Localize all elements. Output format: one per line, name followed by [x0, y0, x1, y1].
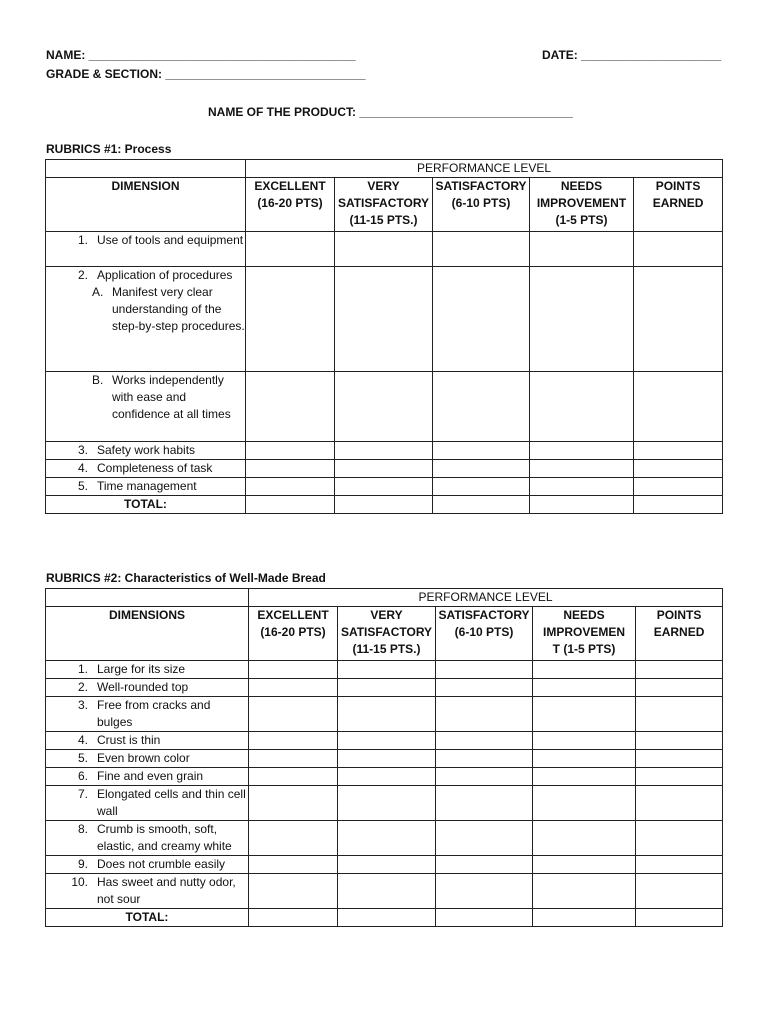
- dimension-cell: 4. Crust is thin: [46, 732, 249, 750]
- total-cell[interactable]: [335, 496, 433, 514]
- dimension-cell: 10. Has sweet and nutty odor, not sour: [46, 874, 249, 909]
- score-cell[interactable]: [533, 821, 636, 856]
- total-cell[interactable]: [246, 496, 335, 514]
- rubric2-table: [45, 588, 723, 927]
- total-cell[interactable]: [533, 909, 636, 927]
- product-name-field[interactable]: [208, 104, 573, 121]
- table-row: [46, 460, 723, 478]
- dimension-cell: 5. Even brown color: [46, 750, 249, 768]
- dimension-cell: 3. Free from cracks and bulges: [46, 697, 249, 732]
- score-cell[interactable]: [530, 460, 634, 478]
- score-cell[interactable]: [436, 768, 533, 786]
- dimension-cell: 1. Large for its size: [46, 661, 249, 679]
- level-header-needs-improvement: NEEDS IMPROVEMENT (1-5 PTS): [530, 178, 634, 232]
- total-cell[interactable]: [634, 496, 723, 514]
- score-cell[interactable]: [533, 679, 636, 697]
- product-label: NAME OF THE PRODUCT:: [208, 105, 356, 119]
- score-cell[interactable]: [249, 732, 338, 750]
- score-cell[interactable]: [436, 661, 533, 679]
- level-header-satisfactory: SATISFACTORY (6-10 PTS): [433, 178, 530, 232]
- table-row: [46, 267, 723, 372]
- table-row: [46, 750, 723, 768]
- score-cell[interactable]: [433, 442, 530, 460]
- score-cell[interactable]: [433, 460, 530, 478]
- score-cell[interactable]: [246, 460, 335, 478]
- points-cell[interactable]: [634, 372, 723, 442]
- name-line[interactable]: ________________________________________: [88, 48, 356, 62]
- product-line[interactable]: ________________________________: [359, 105, 573, 119]
- dimension-cell: 5. Time management: [46, 478, 246, 496]
- dimensions-header: DIMENSIONS: [46, 607, 249, 661]
- table-row: [46, 372, 723, 442]
- score-cell[interactable]: [533, 750, 636, 768]
- table-row: [46, 232, 723, 267]
- points-cell[interactable]: [636, 768, 723, 786]
- score-cell[interactable]: [249, 661, 338, 679]
- score-cell[interactable]: [335, 478, 433, 496]
- dimension-header: DIMENSION: [46, 178, 246, 232]
- table-row: [46, 786, 723, 821]
- score-cell[interactable]: [338, 732, 436, 750]
- table-row: [46, 821, 723, 856]
- table-row: [46, 442, 723, 460]
- table-row: [46, 160, 723, 178]
- points-cell[interactable]: [634, 442, 723, 460]
- dimension-cell: 2. Well-rounded top: [46, 679, 249, 697]
- table-row: [46, 607, 723, 661]
- total-cell[interactable]: [530, 496, 634, 514]
- date-line[interactable]: _____________________: [581, 48, 722, 62]
- points-cell[interactable]: [636, 679, 723, 697]
- level-header-very-satisfactory: VERY SATISFACTORY (11-15 PTS.): [335, 178, 433, 232]
- score-cell[interactable]: [436, 821, 533, 856]
- score-cell[interactable]: [530, 478, 634, 496]
- level-header-needs-improvement: NEEDS IMPROVEMEN T (1-5 PTS): [533, 607, 636, 661]
- table-row: [46, 496, 723, 514]
- level-header-points-earned: POINTS EARNED: [634, 178, 723, 232]
- score-cell[interactable]: [338, 679, 436, 697]
- dimension-cell: 6. Fine and even grain: [46, 768, 249, 786]
- score-cell[interactable]: [533, 661, 636, 679]
- performance-level-header: PERFORMANCE LEVEL: [249, 589, 723, 607]
- grade-label: GRADE & SECTION:: [46, 67, 163, 81]
- score-cell[interactable]: [436, 874, 533, 909]
- level-header-points-earned: POINTS EARNED: [636, 607, 723, 661]
- dimension-cell: 7. Elongated cells and thin cell wall: [46, 786, 249, 821]
- score-cell[interactable]: [436, 786, 533, 821]
- points-cell[interactable]: [634, 478, 723, 496]
- score-cell[interactable]: [338, 697, 436, 732]
- total-label: TOTAL:: [46, 909, 249, 927]
- score-cell[interactable]: [338, 874, 436, 909]
- score-cell[interactable]: [246, 232, 335, 267]
- level-header-satisfactory: SATISFACTORY (6-10 PTS): [436, 607, 533, 661]
- score-cell[interactable]: [533, 856, 636, 874]
- points-cell[interactable]: [636, 750, 723, 768]
- score-cell[interactable]: [530, 372, 634, 442]
- table-row: [46, 856, 723, 874]
- level-header-excellent: EXCELLENT (16-20 PTS): [249, 607, 338, 661]
- name-label: NAME:: [46, 48, 86, 62]
- score-cell[interactable]: [530, 442, 634, 460]
- points-cell[interactable]: [634, 232, 723, 267]
- level-header-excellent: EXCELLENT (16-20 PTS): [246, 178, 335, 232]
- table-row: [46, 909, 723, 927]
- score-cell[interactable]: [433, 232, 530, 267]
- score-cell[interactable]: [533, 768, 636, 786]
- score-cell[interactable]: [335, 267, 433, 372]
- table-row: [46, 697, 723, 732]
- dimension-cell: 3. Safety work habits: [46, 442, 246, 460]
- score-cell[interactable]: [436, 856, 533, 874]
- score-cell[interactable]: [433, 372, 530, 442]
- rubric1-title: RUBRICS #1: Process: [46, 142, 172, 156]
- score-cell[interactable]: [533, 874, 636, 909]
- score-cell[interactable]: [436, 732, 533, 750]
- table-row: [46, 874, 723, 909]
- score-cell[interactable]: [249, 786, 338, 821]
- level-header-very-satisfactory: VERY SATISFACTORY (11-15 PTS.): [338, 607, 436, 661]
- score-cell[interactable]: [246, 478, 335, 496]
- performance-level-header: PERFORMANCE LEVEL: [246, 160, 723, 178]
- score-cell[interactable]: [335, 232, 433, 267]
- rubric2-title: RUBRICS #2: Characteristics of Well-Made Bread: [46, 571, 326, 585]
- points-cell[interactable]: [636, 697, 723, 732]
- score-cell[interactable]: [249, 750, 338, 768]
- score-cell[interactable]: [249, 768, 338, 786]
- points-cell[interactable]: [636, 786, 723, 821]
- table-row: [46, 768, 723, 786]
- score-cell[interactable]: [249, 821, 338, 856]
- total-label: TOTAL:: [46, 496, 246, 514]
- score-cell[interactable]: [249, 697, 338, 732]
- dimension-cell: B. Works independently with ease and confidence at all times: [46, 372, 246, 442]
- grade-section-field[interactable]: [46, 66, 366, 83]
- blank-header-cell: [46, 160, 246, 178]
- table-row: [46, 732, 723, 750]
- score-cell[interactable]: [246, 442, 335, 460]
- score-cell[interactable]: [249, 679, 338, 697]
- score-cell[interactable]: [246, 267, 335, 372]
- blank-header-cell: [46, 589, 249, 607]
- score-cell[interactable]: [530, 267, 634, 372]
- score-cell[interactable]: [436, 750, 533, 768]
- score-cell[interactable]: [338, 661, 436, 679]
- total-cell[interactable]: [636, 909, 723, 927]
- points-cell[interactable]: [634, 460, 723, 478]
- score-cell[interactable]: [246, 372, 335, 442]
- name-field[interactable]: [46, 47, 356, 64]
- dimension-cell: 8. Crumb is smooth, soft, elastic, and creamy white: [46, 821, 249, 856]
- date-label: DATE:: [542, 48, 578, 62]
- score-cell[interactable]: [249, 856, 338, 874]
- dimension-cell: 4. Completeness of task: [46, 460, 246, 478]
- score-cell[interactable]: [433, 478, 530, 496]
- score-cell[interactable]: [249, 874, 338, 909]
- score-cell[interactable]: [433, 267, 530, 372]
- dimension-cell: 1. Use of tools and equipment: [46, 232, 246, 267]
- table-row: [46, 178, 723, 232]
- dimension-cell: 2. Application of procedures A. Manifest very clear understanding of the step-by-step procedures.: [46, 267, 246, 372]
- dimension-cell: 9. Does not crumble easily: [46, 856, 249, 874]
- score-cell[interactable]: [338, 786, 436, 821]
- points-cell[interactable]: [636, 821, 723, 856]
- grade-line[interactable]: ______________________________: [165, 67, 366, 81]
- points-cell[interactable]: [636, 661, 723, 679]
- score-cell[interactable]: [533, 732, 636, 750]
- total-cell[interactable]: [433, 496, 530, 514]
- score-cell[interactable]: [338, 821, 436, 856]
- table-row: [46, 661, 723, 679]
- table-row: [46, 589, 723, 607]
- table-row: [46, 478, 723, 496]
- points-cell[interactable]: [634, 267, 723, 372]
- total-cell[interactable]: [338, 909, 436, 927]
- score-cell[interactable]: [335, 460, 433, 478]
- total-cell[interactable]: [249, 909, 338, 927]
- rubric1-table: [45, 159, 723, 514]
- table-row: [46, 679, 723, 697]
- score-cell[interactable]: [533, 697, 636, 732]
- score-cell[interactable]: [530, 232, 634, 267]
- points-cell[interactable]: [636, 874, 723, 909]
- date-field[interactable]: [542, 47, 721, 64]
- score-cell[interactable]: [338, 768, 436, 786]
- score-cell[interactable]: [436, 679, 533, 697]
- score-cell[interactable]: [338, 750, 436, 768]
- points-cell[interactable]: [636, 732, 723, 750]
- score-cell[interactable]: [436, 697, 533, 732]
- points-cell[interactable]: [636, 856, 723, 874]
- score-cell[interactable]: [533, 786, 636, 821]
- score-cell[interactable]: [335, 372, 433, 442]
- total-cell[interactable]: [436, 909, 533, 927]
- score-cell[interactable]: [335, 442, 433, 460]
- score-cell[interactable]: [338, 856, 436, 874]
